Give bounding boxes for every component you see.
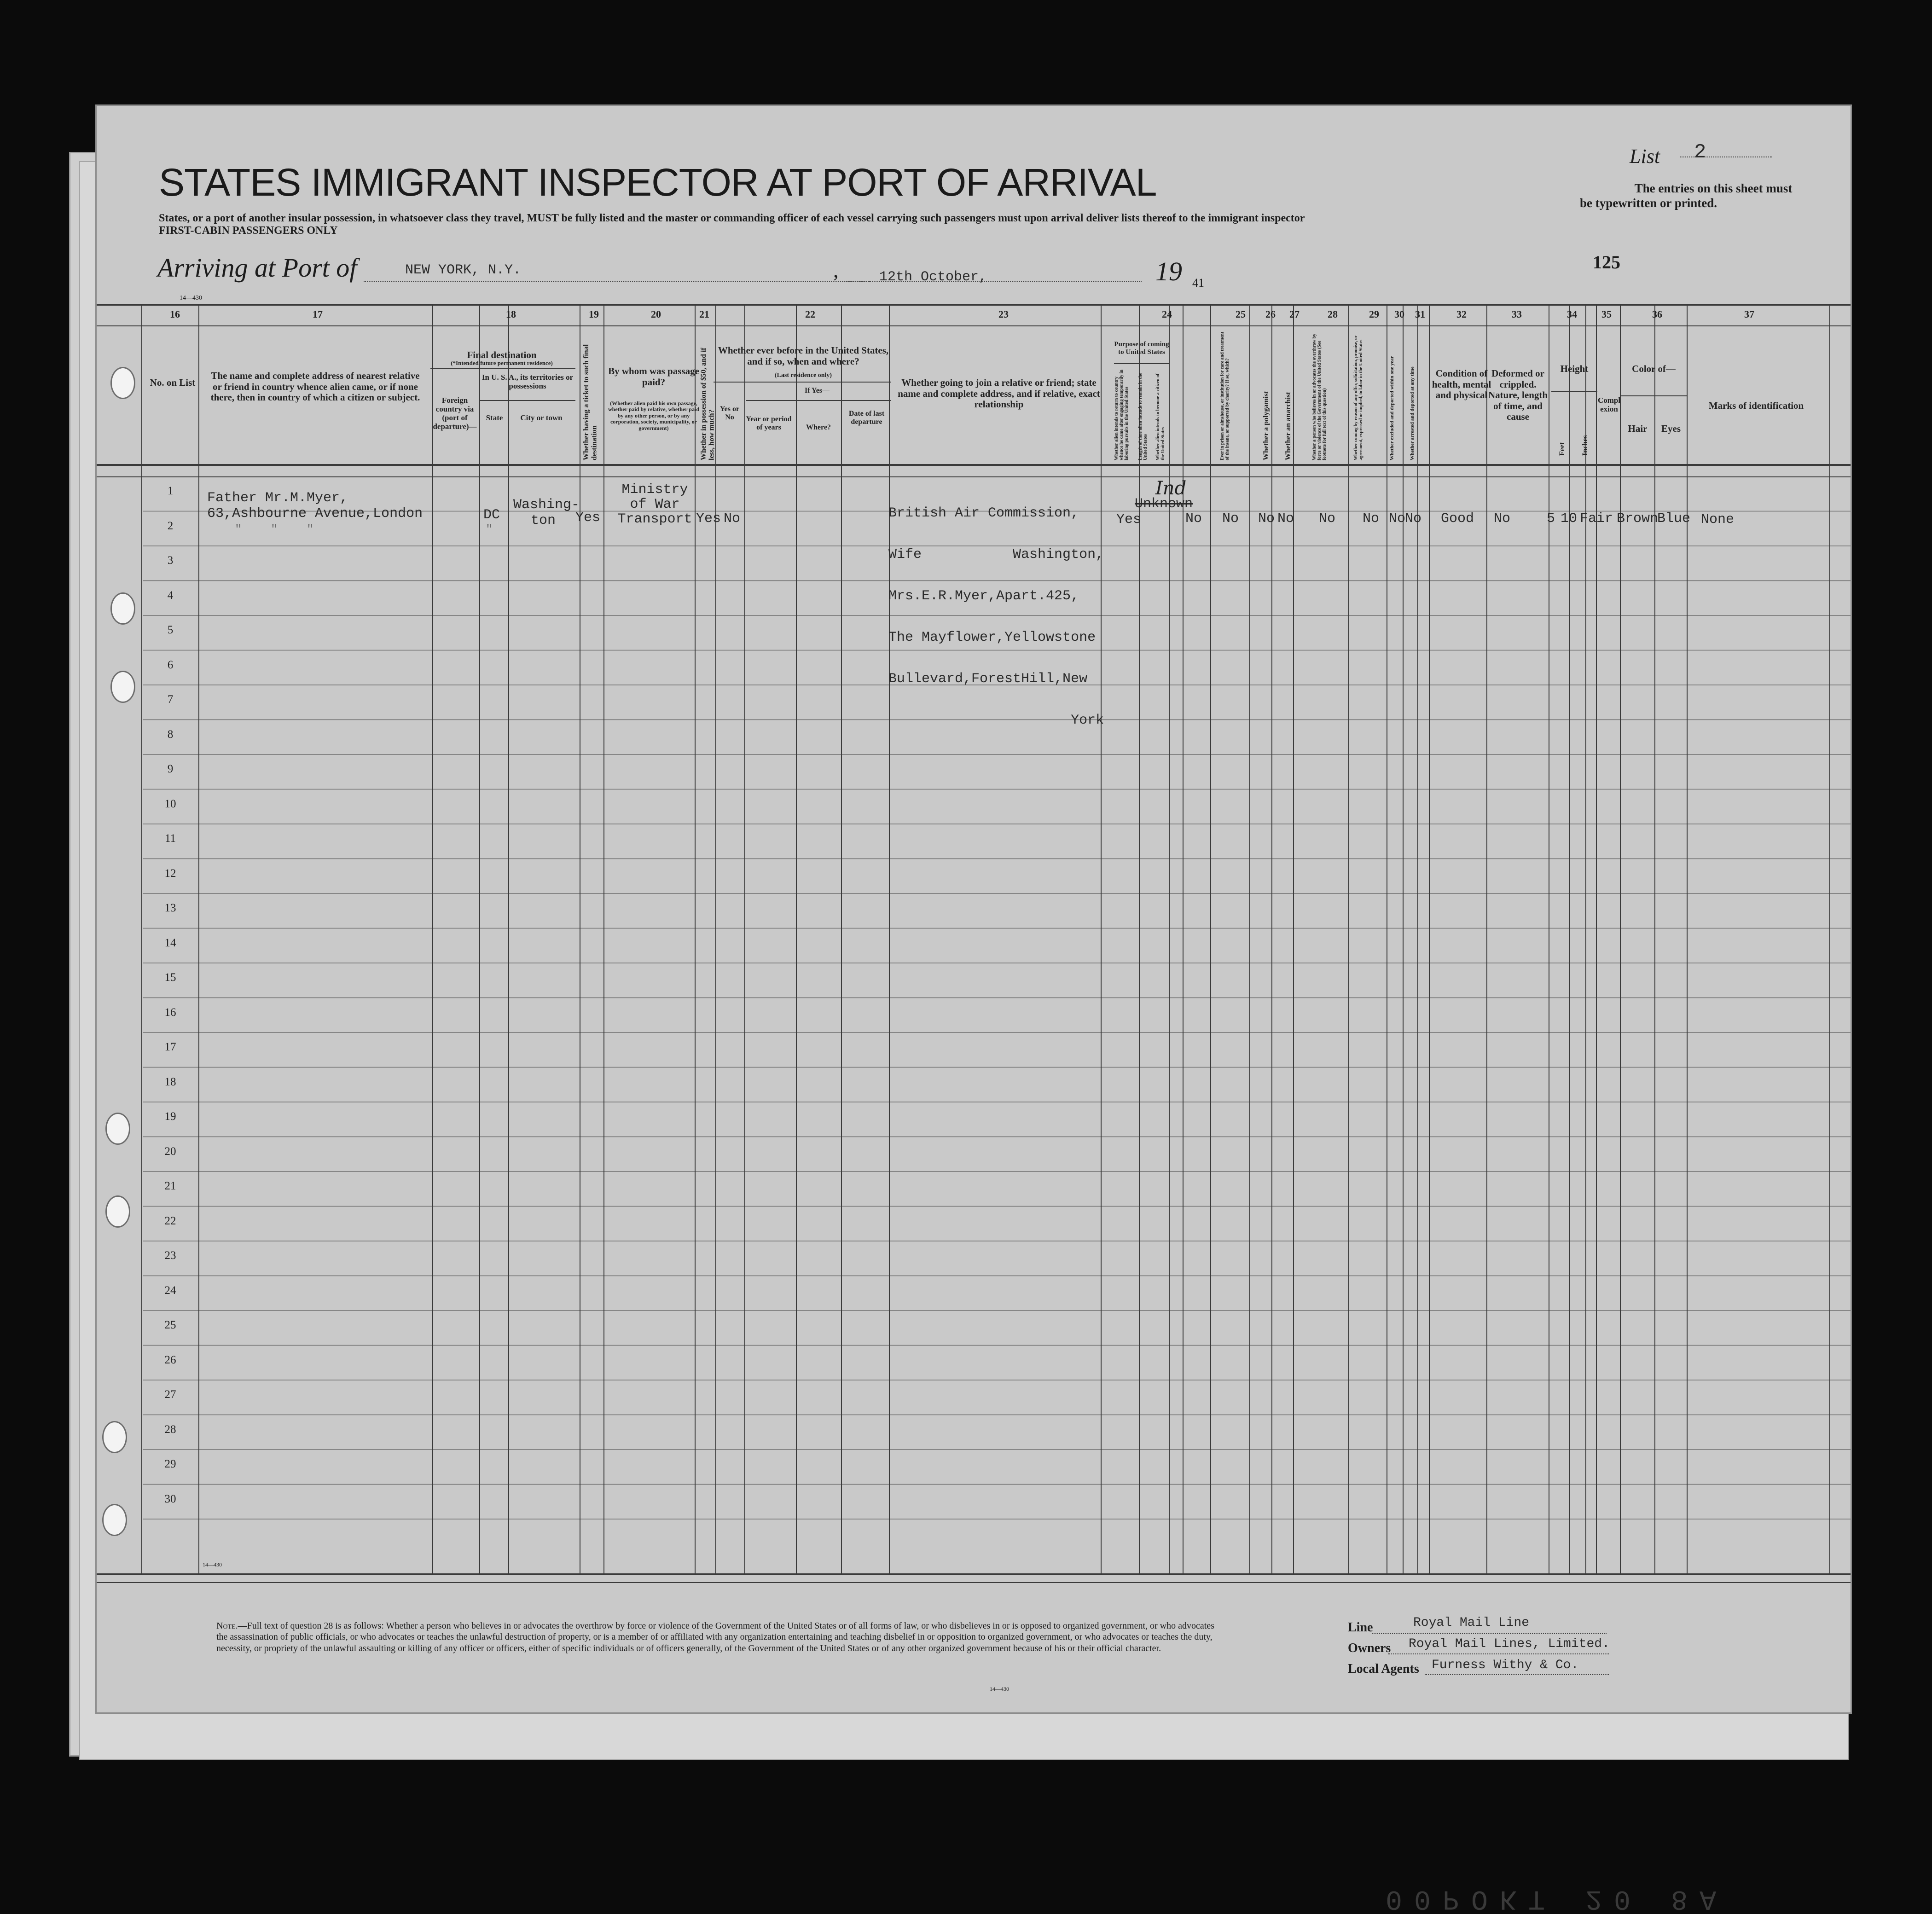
col-num-26: 26 [1265, 308, 1276, 320]
row-number: 3 [167, 554, 174, 567]
header-complexion: Complexion [1597, 396, 1621, 414]
row-number: 27 [164, 1388, 176, 1401]
owners-label: Owners [1348, 1641, 1391, 1655]
header-polygamist: Whether a polygamist [1262, 391, 1270, 460]
comma: , [833, 258, 839, 282]
header-passage-paid: By whom was passage paid? [608, 365, 699, 388]
header-marks: Marks of identification [1708, 400, 1804, 411]
form-title: STATES IMMIGRANT INSPECTOR AT PORT OF ARRIVAL [159, 161, 1157, 204]
subtitle-class: FIRST-CABIN PASSENGERS ONLY [159, 225, 338, 237]
row-number: 19 [164, 1110, 176, 1123]
entry-excluded: No [1389, 511, 1406, 527]
footnote-question-28 [216, 1620, 1220, 1654]
entry-feet: 5 [1547, 511, 1555, 527]
table-grid [97, 106, 1851, 1712]
ditto-marks: " " " [235, 522, 314, 536]
header-overthrow: Whether a person who believes in or advocates the overthrow by force or violence of the Government of the United States (See footnote for full text of this question) [1312, 334, 1327, 460]
header-year-period: Year or period of years [746, 415, 792, 431]
list-number: 2 [1694, 141, 1706, 164]
city-line-1: Washing- [513, 497, 580, 513]
header-purpose: Purpose of coming to United States [1114, 341, 1169, 356]
col-num-30: 30 [1394, 308, 1404, 320]
header-ever-before: Whether ever before in the United States, and if so, when and where? [718, 345, 889, 367]
col-num-27: 27 [1289, 308, 1300, 320]
col-num-36: 36 [1652, 308, 1662, 320]
join-line-6: York [1071, 713, 1104, 728]
entry-prison: No [1222, 511, 1239, 527]
col-num-18: 18 [506, 308, 516, 320]
col-num-35: 35 [1601, 308, 1612, 320]
col-num-16: 16 [170, 308, 180, 320]
year-suffix: 41 [1192, 276, 1204, 290]
row-number: 14 [164, 936, 176, 949]
list-label: List [1630, 145, 1660, 168]
entry-polygamist: No [1258, 511, 1275, 527]
owners-underline [1388, 1653, 1609, 1654]
header-final-destination-sub: (*Intended future permanent residence) [451, 360, 553, 366]
header-anarchist: Whether an anarchist [1284, 392, 1292, 460]
entry-length-typed: Unknown [1135, 496, 1193, 512]
entry-city [513, 497, 580, 528]
header-date-departure: Date of last departure [848, 410, 885, 426]
header-feet: Feet [1558, 442, 1566, 456]
entry-health: Good [1441, 511, 1474, 527]
header-fifty-dollars: Whether in possession of $50, and if less, how much? [700, 348, 716, 460]
header-ever-before-sub: (Last residence only) [774, 372, 832, 379]
row-number: 22 [164, 1214, 176, 1227]
join-line-3: Mrs.E.R.Myer,Apart.425, [888, 588, 1079, 604]
col-num-23: 23 [998, 308, 1009, 320]
paid-line-2: of War [630, 497, 680, 512]
line-label: Line [1348, 1620, 1373, 1635]
entry-ever-before: No [724, 511, 741, 527]
row-number: 17 [164, 1041, 176, 1053]
entry-money: Yes [696, 511, 721, 527]
entry-passage-paid [610, 482, 700, 527]
entry-ticket: Yes [575, 510, 601, 526]
entry-inches: 10 [1561, 511, 1578, 527]
year-prefix: 19 [1155, 256, 1182, 286]
row-number: 30 [164, 1492, 176, 1505]
row-number: 13 [164, 902, 176, 914]
relative-line-2: 63,Ashbourne Avenue,London [207, 506, 423, 522]
join-line-5: Bullevard,ForestHill,New [888, 671, 1088, 687]
header-in-usa: In U. S. A., its territories or possessions [482, 373, 574, 391]
header-foreign-country: Foreign country via (port of departure)— [433, 396, 477, 431]
agents-label: Local Agents [1348, 1662, 1419, 1676]
entry-citizen: No [1185, 511, 1202, 527]
line-underline [1372, 1633, 1607, 1634]
col-num-20: 20 [651, 308, 661, 320]
entry-eyes: Blue [1657, 511, 1691, 527]
relative-line-1: Father Mr.M.Myer, [207, 490, 348, 506]
typing-note-2: be typewritten or printed. [1580, 196, 1717, 210]
header-height: Height [1560, 363, 1589, 374]
join-line-1: British Air Commission, [888, 505, 1079, 521]
header-length-time: Length of time alien intends to remain in the United States [1138, 373, 1148, 460]
footnote-label: Note. [216, 1621, 238, 1631]
entry-complexion: Fair [1580, 511, 1613, 527]
row-number: 26 [164, 1353, 176, 1366]
row-number: 1 [167, 485, 174, 497]
header-intends-return: Whether alien intends to return to country whence he came after engaging temporarily in laboring pursuits in the United States [1114, 370, 1129, 460]
row-number: 2 [167, 519, 174, 532]
footnote-code: 14—430 [990, 1686, 1009, 1692]
row-number: 21 [164, 1180, 176, 1192]
city-line-2: ton [530, 513, 556, 528]
header-ticket: Whether having a ticket to such final destination [582, 344, 598, 460]
entry-labor: No [1363, 511, 1380, 527]
row-number: 12 [164, 867, 176, 880]
header-hair: Hair [1628, 423, 1648, 434]
col-num-24: 24 [1162, 308, 1172, 320]
entry-overthrow: No [1319, 511, 1336, 527]
header-become-citizen: Whether alien intends to become a citizen of the United States [1155, 373, 1166, 460]
header-excluded: Whether excluded and deported within one year [1389, 356, 1395, 460]
agents-underline [1425, 1674, 1609, 1675]
row-number: 4 [167, 589, 174, 602]
row-number: 28 [164, 1423, 176, 1436]
row-number: 16 [164, 1006, 176, 1019]
arriving-label: Arriving at Port of [157, 253, 357, 283]
header-passage-note: (Whether alien paid his own passage, whether paid by relative, whether paid by any other person, or by any corporation, society, municipality, or government) [608, 400, 699, 431]
header-color-of: Color of— [1632, 363, 1676, 374]
col-num-37: 37 [1744, 308, 1754, 320]
col-num-28: 28 [1328, 308, 1338, 320]
col-num-17: 17 [313, 308, 323, 320]
col-num-32: 32 [1456, 308, 1467, 320]
footnote-text: —Full text of question 28 is as follows: Whether a person who believes in or advocates the overthrow by force or violence of the Government of the United States or of all forms of law, or who disbelieves in or is opposed to organized government, or who advocates the assassination of public officials, or who advocates or teaches the unlawful destruction of property, or is a member of or affiliated with any organization entertaining and teaching disbelief in or opposition to organized government, or who advocates or teaches the duty, necessity, or propriety of the unlawful assaulting or killing of any officer or officers, either of specific individuals or of officers generally, of the Government of the United States or of any other organized government because of his or their official character. [216, 1621, 1214, 1653]
row-number: 24 [164, 1284, 176, 1297]
col-num-33: 33 [1512, 308, 1522, 320]
col-num-22: 22 [805, 308, 815, 320]
join-line-4: The Mayflower,Yellowstone [888, 630, 1096, 645]
agents-value: Furness Withy & Co. [1432, 1658, 1579, 1672]
row-number: 9 [167, 763, 174, 775]
paid-line-3: Transport [617, 511, 692, 527]
form-code-top: 14—430 [180, 295, 202, 302]
row-number: 15 [164, 971, 176, 984]
header-final-destination: Final destination [467, 349, 537, 360]
header-deformed: Deformed or crippled. Nature, length of time, and cause [1488, 368, 1548, 423]
entry-arrested: No [1405, 511, 1422, 527]
col-num-19: 19 [589, 308, 599, 320]
header-labor-offer: Whether coming by reason of any offer, solicitation, promise, or agreement, expressed or implied, to labor in the United States [1353, 335, 1363, 460]
state-ditto: " [486, 522, 493, 536]
row-number: 29 [164, 1458, 176, 1470]
header-city: City or town [520, 413, 563, 422]
header-if-yes: If Yes— [804, 387, 830, 394]
typing-note-1: The entries on this sheet must [1634, 181, 1793, 195]
line-value: Royal Mail Line [1413, 1616, 1530, 1630]
manifest-sheet [97, 106, 1851, 1712]
owners-value: Royal Mail Lines, Limited. [1409, 1637, 1610, 1651]
col-num-31: 31 [1415, 308, 1425, 320]
row-number: 11 [164, 832, 176, 845]
header-prison: Ever in prison or almshouse, or institution for care and treatment of the insane, or supported by charity? If so, which? [1220, 331, 1230, 460]
microfilm-code: 00POKT 20 8A [1386, 1883, 1729, 1914]
header-eyes: Eyes [1661, 423, 1681, 434]
header-nearest-relative: The name and complete address of nearest relative or friend in country whence alien came, or if none there, then in country of which a citizen or subject. [210, 370, 420, 403]
col-num-25: 25 [1236, 308, 1246, 320]
col-num-21: 21 [699, 308, 709, 320]
header-state: State [486, 413, 503, 422]
row-number: 8 [167, 728, 174, 741]
entry-join-relative [888, 479, 1104, 755]
form-code-bottom: 14—430 [203, 1561, 222, 1568]
row-number: 7 [167, 693, 174, 706]
header-yes-no: Yes or No [719, 405, 740, 421]
subtitle-instructions: States, or a port of another insular possession, in whatsoever class they travel, MUST be fully listed and the master or commanding officer of each vessel carrying such passengers must upon arrival deliver lists thereof to the immigrant inspector [159, 212, 1305, 224]
header-health: Condition of health, mental and physical [1432, 368, 1491, 401]
header-where: Where? [806, 423, 831, 431]
row-number: 18 [164, 1075, 176, 1088]
row-number: 10 [164, 797, 176, 810]
row-number: 20 [164, 1145, 176, 1158]
page-number: 125 [1593, 252, 1620, 273]
row-number: 23 [164, 1249, 176, 1262]
port-value: NEW YORK, N.Y. [405, 262, 522, 278]
entry-length-handwritten: Ind [1155, 478, 1187, 499]
entry-state: DC [483, 507, 500, 523]
row-number: 5 [167, 624, 174, 636]
entry-anarchist: No [1277, 511, 1294, 527]
entry-return: Yes [1116, 512, 1142, 528]
header-inches: Inches [1581, 435, 1589, 456]
entry-deformed: No [1494, 511, 1511, 527]
row-number: 6 [167, 658, 174, 671]
header-no-on-list: No. on List [150, 377, 196, 388]
entry-relative [207, 490, 423, 522]
join-line-2: Wife Washington, [888, 547, 1104, 563]
header-join-relative: Whether going to join a relative or friend; state name and complete address, and if relative, exact relationship [898, 377, 1100, 410]
paid-line-1: Ministry [621, 482, 688, 498]
col-num-29: 29 [1369, 308, 1379, 320]
date-value: 12th October, [879, 269, 987, 285]
entry-marks: None [1701, 512, 1735, 528]
col-num-34: 34 [1567, 308, 1577, 320]
header-arrested: Whether arrested and deported at any time [1410, 366, 1415, 460]
entry-hair: Brown [1617, 511, 1659, 527]
row-number: 25 [164, 1319, 176, 1331]
